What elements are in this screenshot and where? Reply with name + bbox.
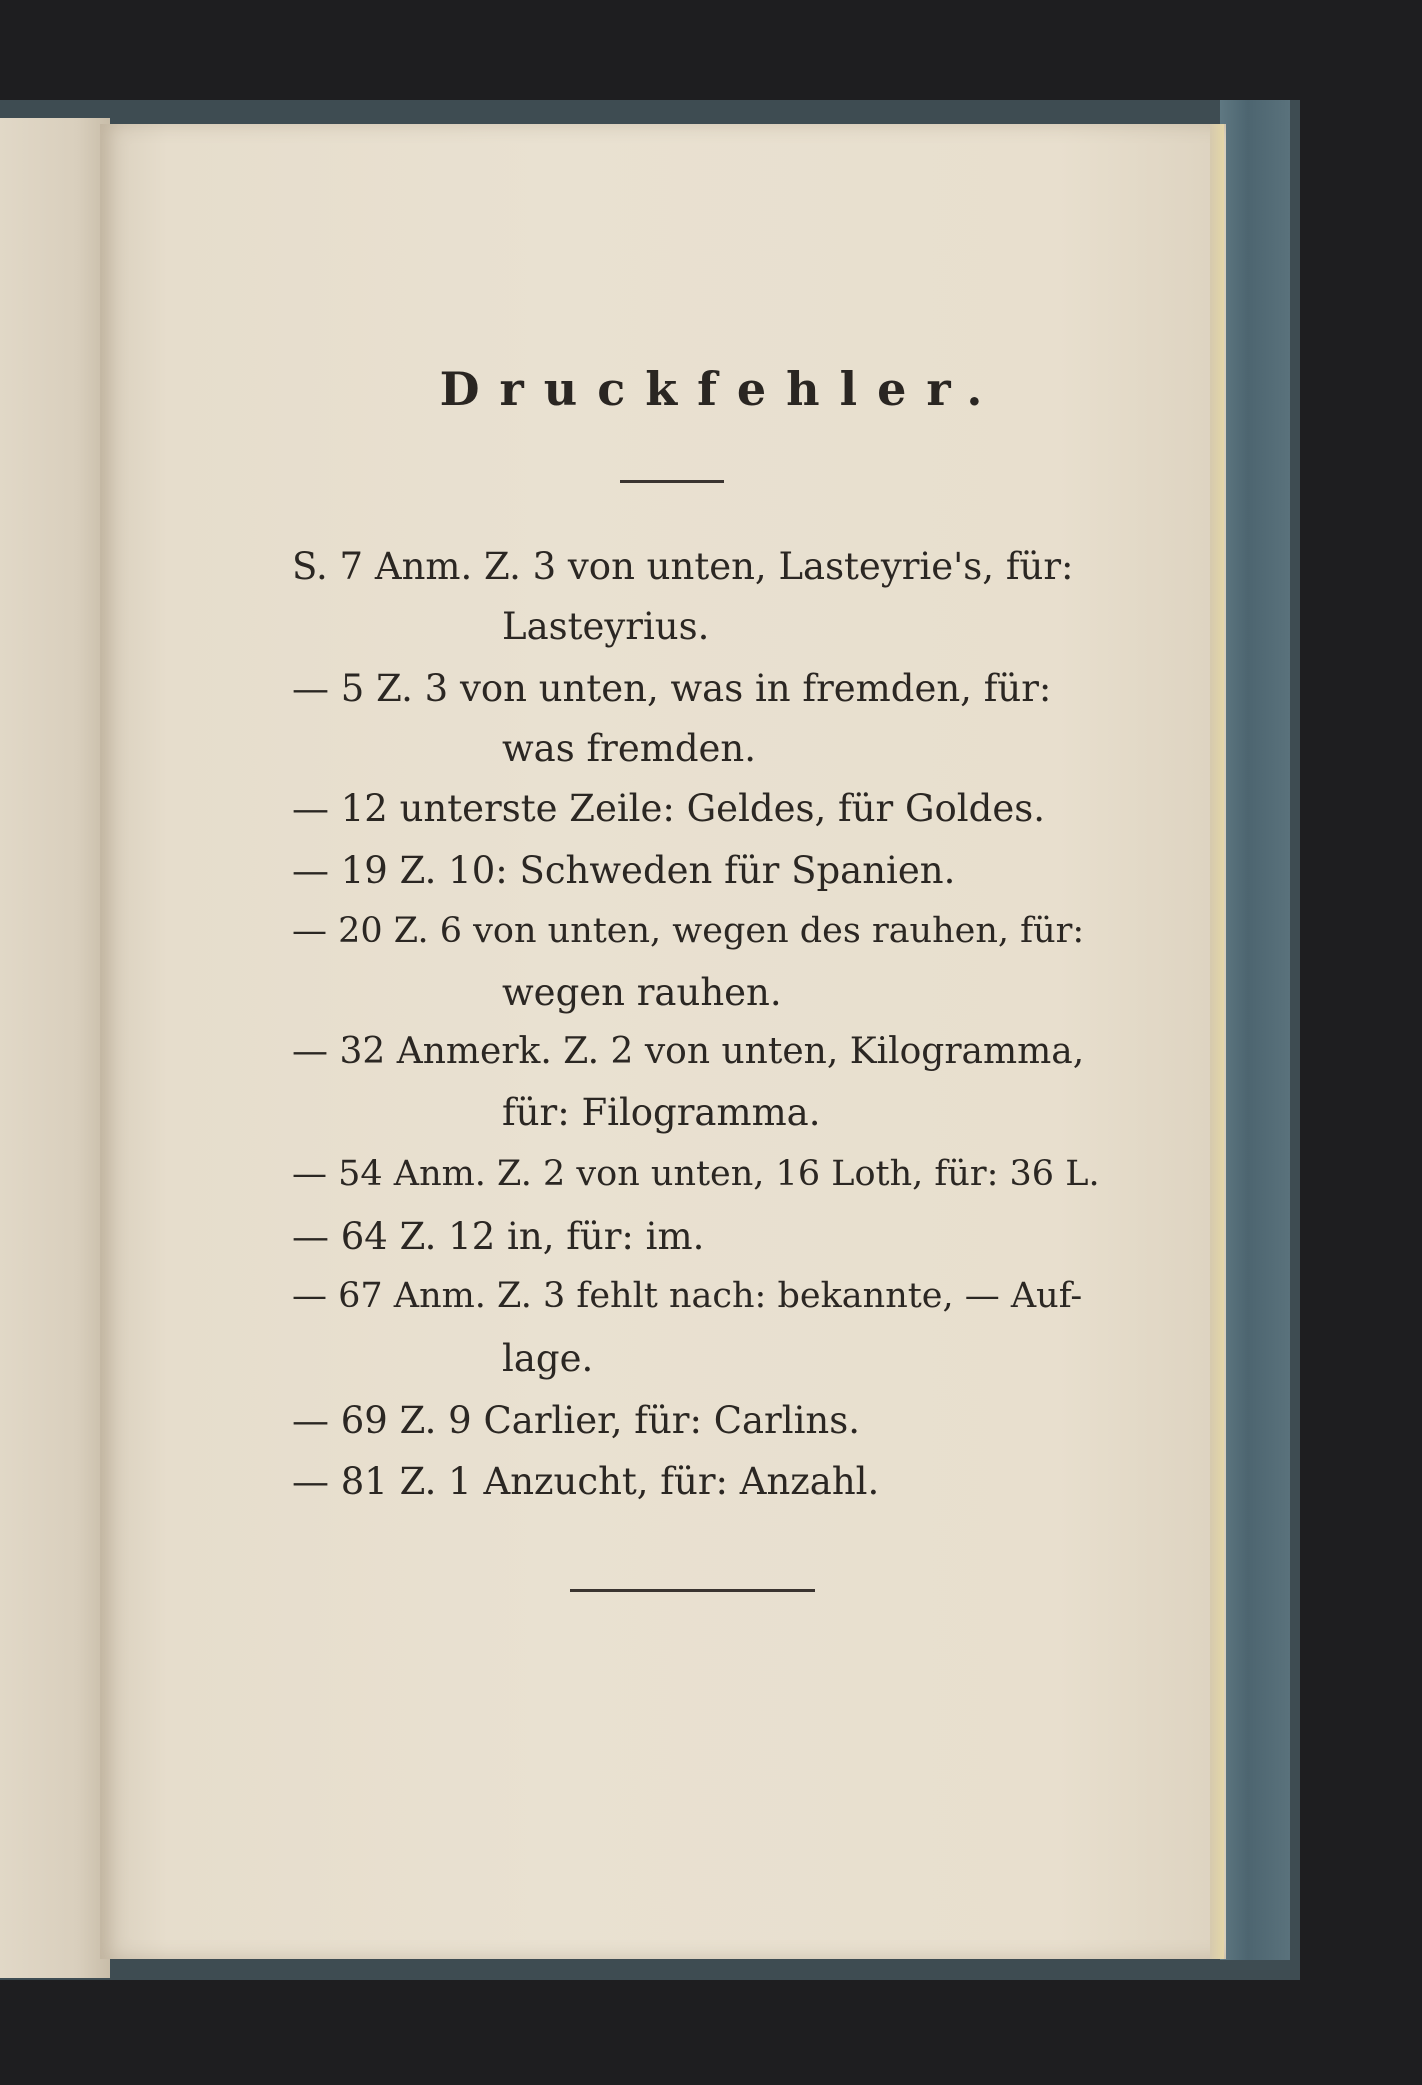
errata-line-continuation: lage.: [502, 1337, 594, 1380]
errata-line: — 32 Anmerk. Z. 2 von unten, Kilogramma,: [292, 1031, 1085, 1072]
errata-line-continuation: wegen rauhen.: [502, 971, 782, 1014]
errata-line: — 5 Z. 3 von unten, was in fremden, für:: [292, 667, 1052, 710]
errata-line-continuation: Lasteyrius.: [502, 605, 710, 648]
errata-line: — 20 Z. 6 von unten, wegen des rauhen, für:: [292, 911, 1085, 951]
errata-line: — 64 Z. 12 in, für: im.: [292, 1215, 705, 1258]
page-title: Druckfehler.: [439, 362, 1003, 416]
errata-line: — 81 Z. 1 Anzucht, für: Anzahl.: [292, 1460, 880, 1503]
errata-line: — 69 Z. 9 Carlier, für: Carlins.: [292, 1399, 860, 1442]
errata-line: S. 7 Anm. Z. 3 von unten, Lasteyrie's, für:: [292, 545, 1074, 588]
errata-line: — 54 Anm. Z. 2 von unten, 16 Loth, für: 36 L.: [292, 1154, 1100, 1194]
errata-line: — 19 Z. 10: Schweden für Spanien.: [292, 849, 956, 892]
errata-line: — 67 Anm. Z. 3 fehlt nach: bekannte, — Auf-: [292, 1276, 1083, 1316]
errata-line: — 12 unterste Zeile: Geldes, für Goldes.: [292, 787, 1045, 830]
closing-rule: [570, 1589, 815, 1592]
errata-line-continuation: für: Filogramma.: [502, 1091, 821, 1134]
errata-line-continuation: was fremden.: [502, 727, 757, 770]
